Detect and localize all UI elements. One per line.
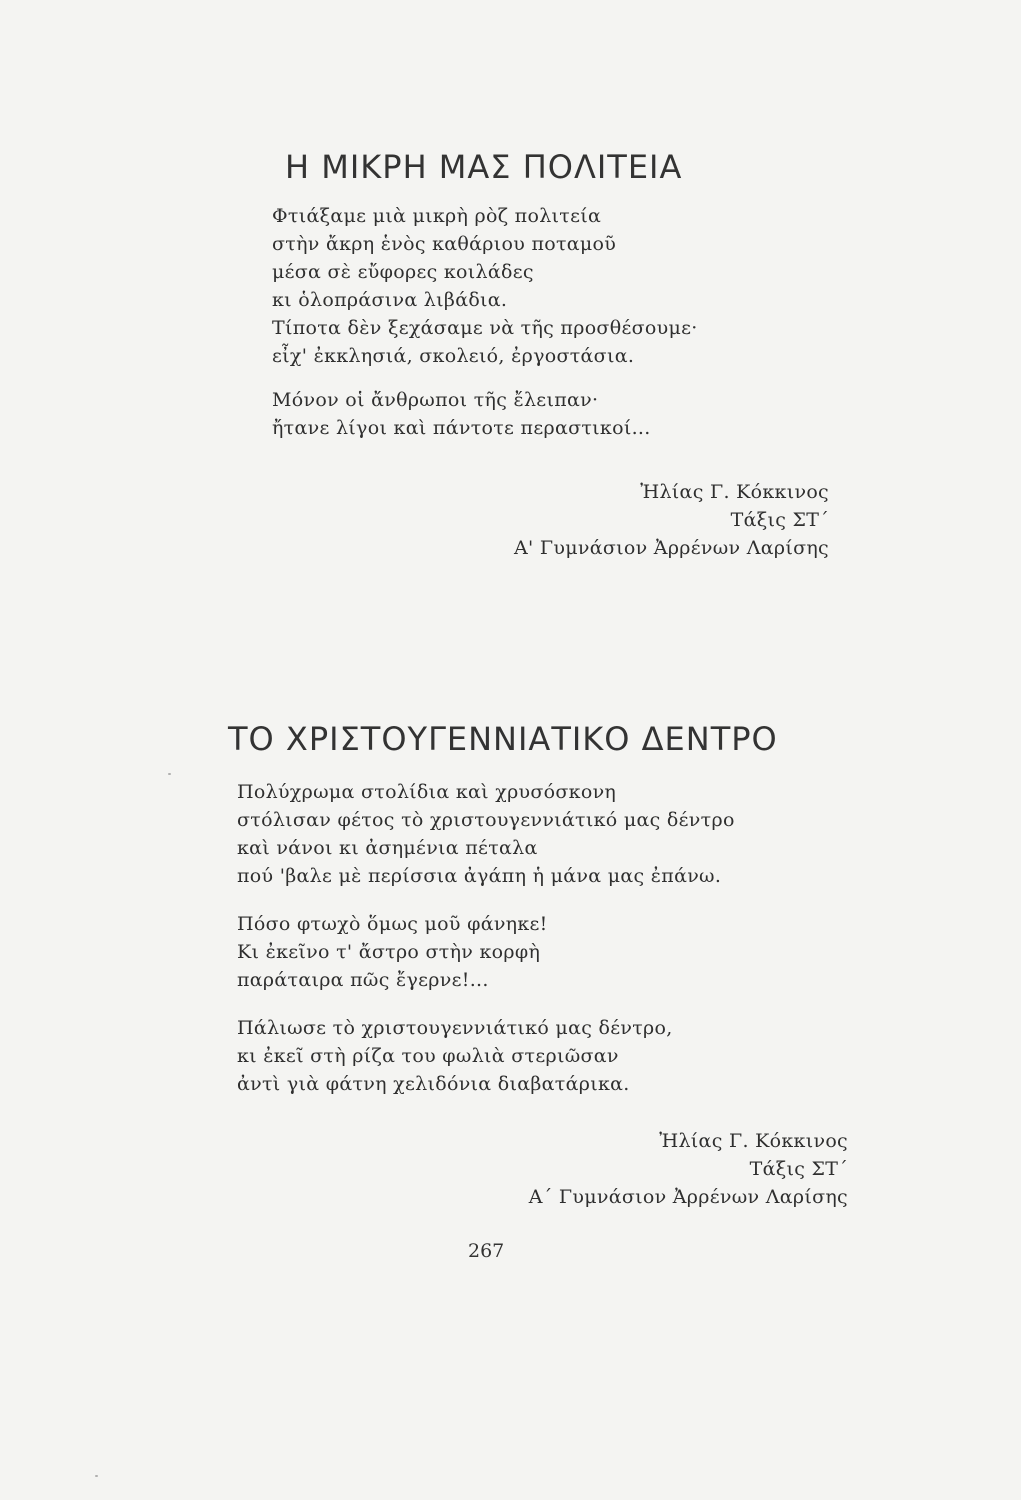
- poem-line: Φτιάξαμε μιὰ μικρὴ ρὸζ πολιτεία: [272, 205, 602, 227]
- scan-speck: [168, 773, 171, 775]
- poem-stanza: [237, 910, 735, 994]
- poem-body: [237, 778, 735, 1098]
- scan-speck: [95, 1475, 98, 1477]
- poem-line: ἤτανε λίγοι καὶ πάντοτε περαστικοί...: [272, 417, 651, 439]
- poem-line: Τίποτα δὲν ξεχάσαμε νὰ τῆς προσθέσουμε·: [272, 317, 698, 339]
- poem-title: Η ΜΙΚΡΗ ΜΑΣ ΠΟΛΙΤΕΙΑ: [285, 148, 683, 186]
- poem-line: ἀντὶ γιὰ φάτνη χελιδόνια διαβατάρικα.: [237, 1073, 630, 1095]
- poem-line: εἶχ' ἐκκλησιά, σκολειό, ἐργοστάσια.: [272, 345, 635, 367]
- author-class: Τάξις ΣΤ΄: [749, 1158, 848, 1180]
- poem-body: [272, 202, 698, 442]
- poem-stanza: [272, 202, 698, 370]
- poem-signature: [514, 478, 829, 562]
- poem-line: παράταιρα πῶς ἔγερνε!...: [237, 969, 489, 991]
- poem-line: Κι ἐκεῖνο τ' ἄστρο στὴν κορφὴ: [237, 941, 541, 963]
- author-class: Τάξις ΣΤ΄: [730, 509, 829, 531]
- page-number: 267: [468, 1240, 505, 1262]
- poem-stanza: [237, 778, 735, 890]
- poem-line: καὶ νάνοι κι ἀσημένια πέταλα: [237, 837, 538, 859]
- poem-line: πού 'βαλε μὲ περίσσια ἀγάπη ἡ μάνα μας ἐπάνω.: [237, 865, 722, 887]
- poem-line: Μόνον οἱ ἄνθρωποι τῆς ἔλειπαν·: [272, 389, 599, 411]
- poem-line: Πόσο φτωχὸ ὅμως μοῦ φάνηκε!: [237, 913, 548, 935]
- poem-signature: [529, 1127, 848, 1211]
- poem-line: στόλισαν φέτος τὸ χριστουγεννιάτικό μας δέντρο: [237, 809, 735, 831]
- author-school: Α' Γυμνάσιον Ἀρρένων Λαρίσης: [514, 537, 829, 559]
- poem-line: μέσα σὲ εὔφορες κοιλάδες: [272, 261, 534, 283]
- poem-stanza: [272, 386, 698, 442]
- poem-stanza: [237, 1014, 735, 1098]
- author-name: Ἠλίας Γ. Κόκκινος: [659, 1130, 848, 1152]
- author-name: Ἠλίας Γ. Κόκκινος: [640, 481, 829, 503]
- poem-line: Πολύχρωμα στολίδια καὶ χρυσόσκονη: [237, 781, 617, 803]
- poem-line: κι ἐκεῖ στὴ ρίζα του φωλιὰ στεριῶσαν: [237, 1045, 619, 1067]
- poem-line: στὴν ἄκρη ἑνὸς καθάριου ποταμοῦ: [272, 233, 617, 255]
- author-school: Α΄ Γυμνάσιον Ἀρρένων Λαρίσης: [528, 1186, 848, 1208]
- poem-title: ΤΟ ΧΡΙΣΤΟΥΓΕΝΝΙΑΤΙΚΟ ΔΕΝΤΡΟ: [228, 720, 778, 758]
- poem-line: κι ὁλοπράσινα λιβάδια.: [272, 289, 508, 311]
- poem-line: Πάλιωσε τὸ χριστουγεννιάτικό μας δέντρο,: [237, 1017, 673, 1039]
